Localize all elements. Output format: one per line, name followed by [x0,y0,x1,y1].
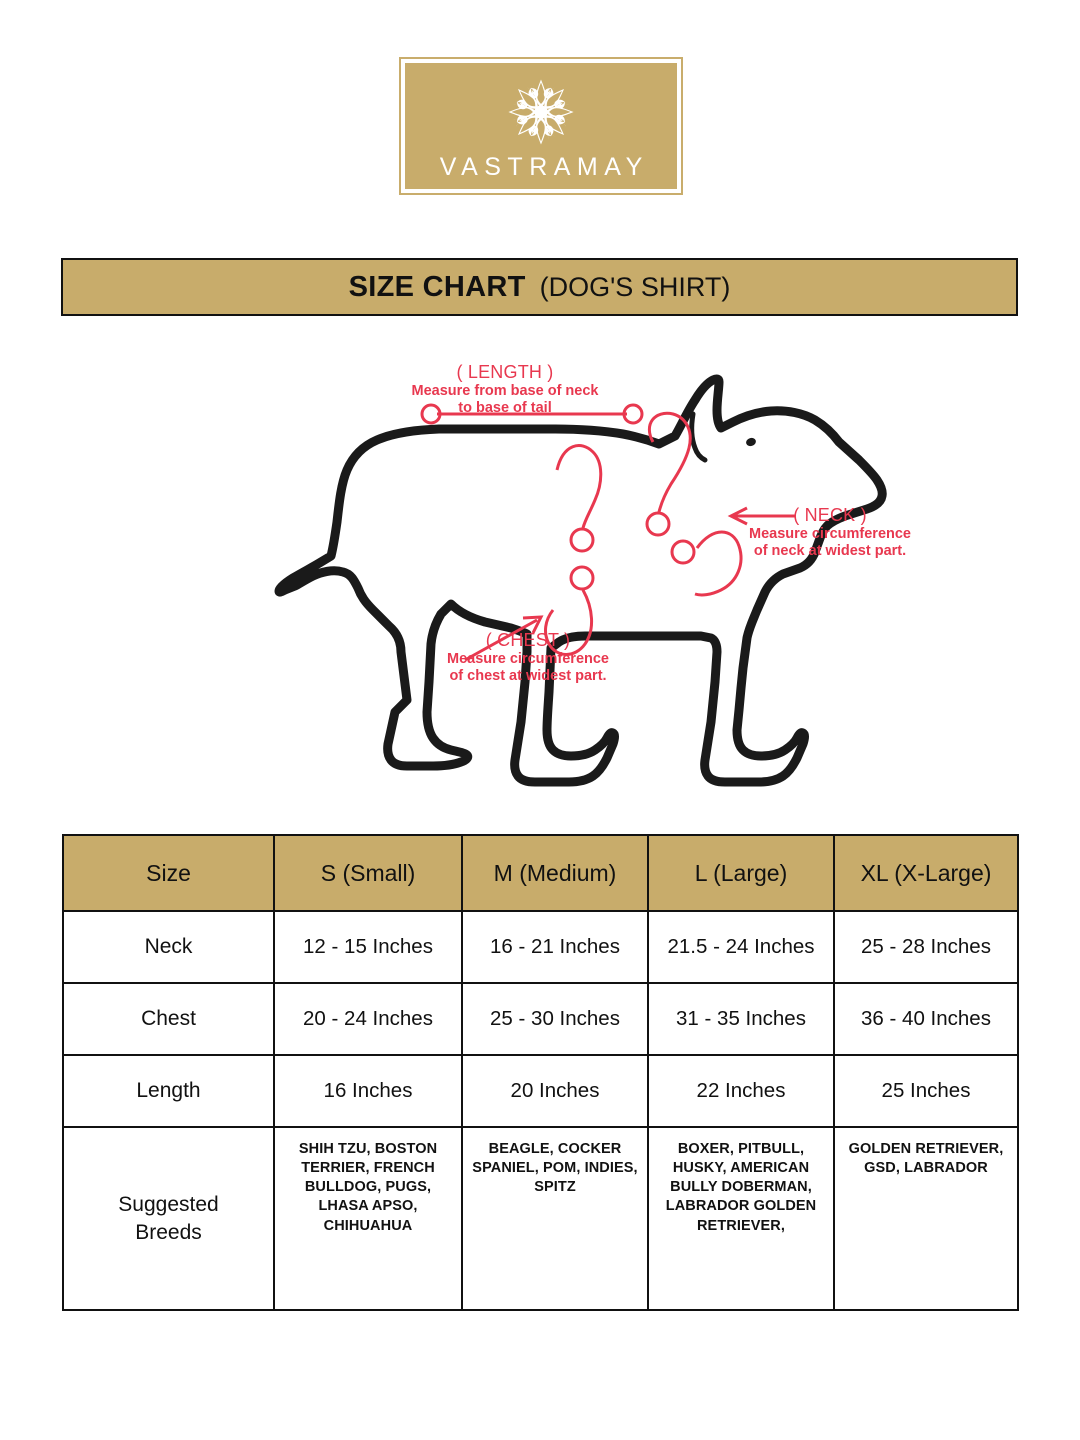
table-row-suggested-breeds [63,1127,1018,1310]
header-cell-xlarge: XL (X-Large) [834,835,1018,911]
table-row-length [63,1055,1018,1127]
header-cell-medium: M (Medium) [462,835,648,911]
neck-annotation-heading: ( NECK ) [793,505,867,525]
neck-annotation-line2: of neck at widest part. [753,543,907,560]
cell-length-xl: 25 Inches [834,1055,1018,1127]
table-header-row [63,835,1018,911]
row-label-chest: Chest [63,983,274,1055]
length-annotation-line1: Measure from base of neck [411,383,599,400]
chest-annotation-line1: Measure circumference [447,651,609,668]
cell-chest-s: 20 - 24 Inches [274,983,462,1055]
floral-star-medallion-icon [504,75,578,149]
cell-chest-m: 25 - 30 Inches [462,983,648,1055]
cell-chest-l: 31 - 35 Inches [648,983,834,1055]
cell-length-s: 16 Inches [274,1055,462,1127]
chest-annotation-heading: ( CHEST ) [485,630,571,650]
row-label-line2: Breeds [135,1220,202,1244]
cell-neck-s: 12 - 15 Inches [274,911,462,983]
table-row-neck [63,911,1018,983]
cell-breeds-m: BEAGLE, COCKER SPANIEL, POM, INDIES, SPITZ [462,1127,648,1310]
length-annotation-line2: to base of tail [458,400,552,417]
cell-length-m: 20 Inches [462,1055,648,1127]
brand-logo-inner [405,63,677,189]
cell-breeds-xl: GOLDEN RETRIEVER, GSD, LABRADOR [834,1127,1018,1310]
table-row-chest [63,983,1018,1055]
row-label-suggested-breeds [63,1127,274,1310]
header-cell-small: S (Small) [274,835,462,911]
neck-annotation [720,505,940,560]
neck-annotation-line1: Measure circumference [749,526,911,543]
length-annotation [360,362,650,417]
cell-neck-m: 16 - 21 Inches [462,911,648,983]
chest-annotation [408,630,648,685]
cell-neck-l: 21.5 - 24 Inches [648,911,834,983]
header-cell-large: L (Large) [648,835,834,911]
brand-logo-block [399,57,683,195]
row-label-length: Length [63,1055,274,1127]
cell-breeds-l: BOXER, PITBULL, HUSKY, AMERICAN BULLY DOBERMAN, LABRADOR GOLDEN RETRIEVER, [648,1127,834,1310]
size-chart-table [62,834,1019,1311]
brand-wordmark: VASTRAMAY [439,152,649,181]
row-label-neck: Neck [63,911,274,983]
header-cell-size: Size [63,835,274,911]
dog-outline-illustration [255,352,955,792]
cell-chest-xl: 36 - 40 Inches [834,983,1018,1055]
size-chart-title-bar [61,258,1018,316]
cell-length-l: 22 Inches [648,1055,834,1127]
page-title: SIZE CHART [348,270,526,303]
cell-neck-xl: 25 - 28 Inches [834,911,1018,983]
length-annotation-heading: ( LENGTH ) [456,362,554,382]
chest-annotation-line2: of chest at widest part. [449,668,607,685]
dog-measurement-diagram [255,352,955,792]
row-label-line1: Suggested [118,1193,219,1217]
page-subtitle: (DOG'S SHIRT) [539,271,731,302]
cell-breeds-s: SHIH TZU, BOSTON TERRIER, FRENCH BULLDOG, PUGS, LHASA APSO, CHIHUAHUA [274,1127,462,1310]
